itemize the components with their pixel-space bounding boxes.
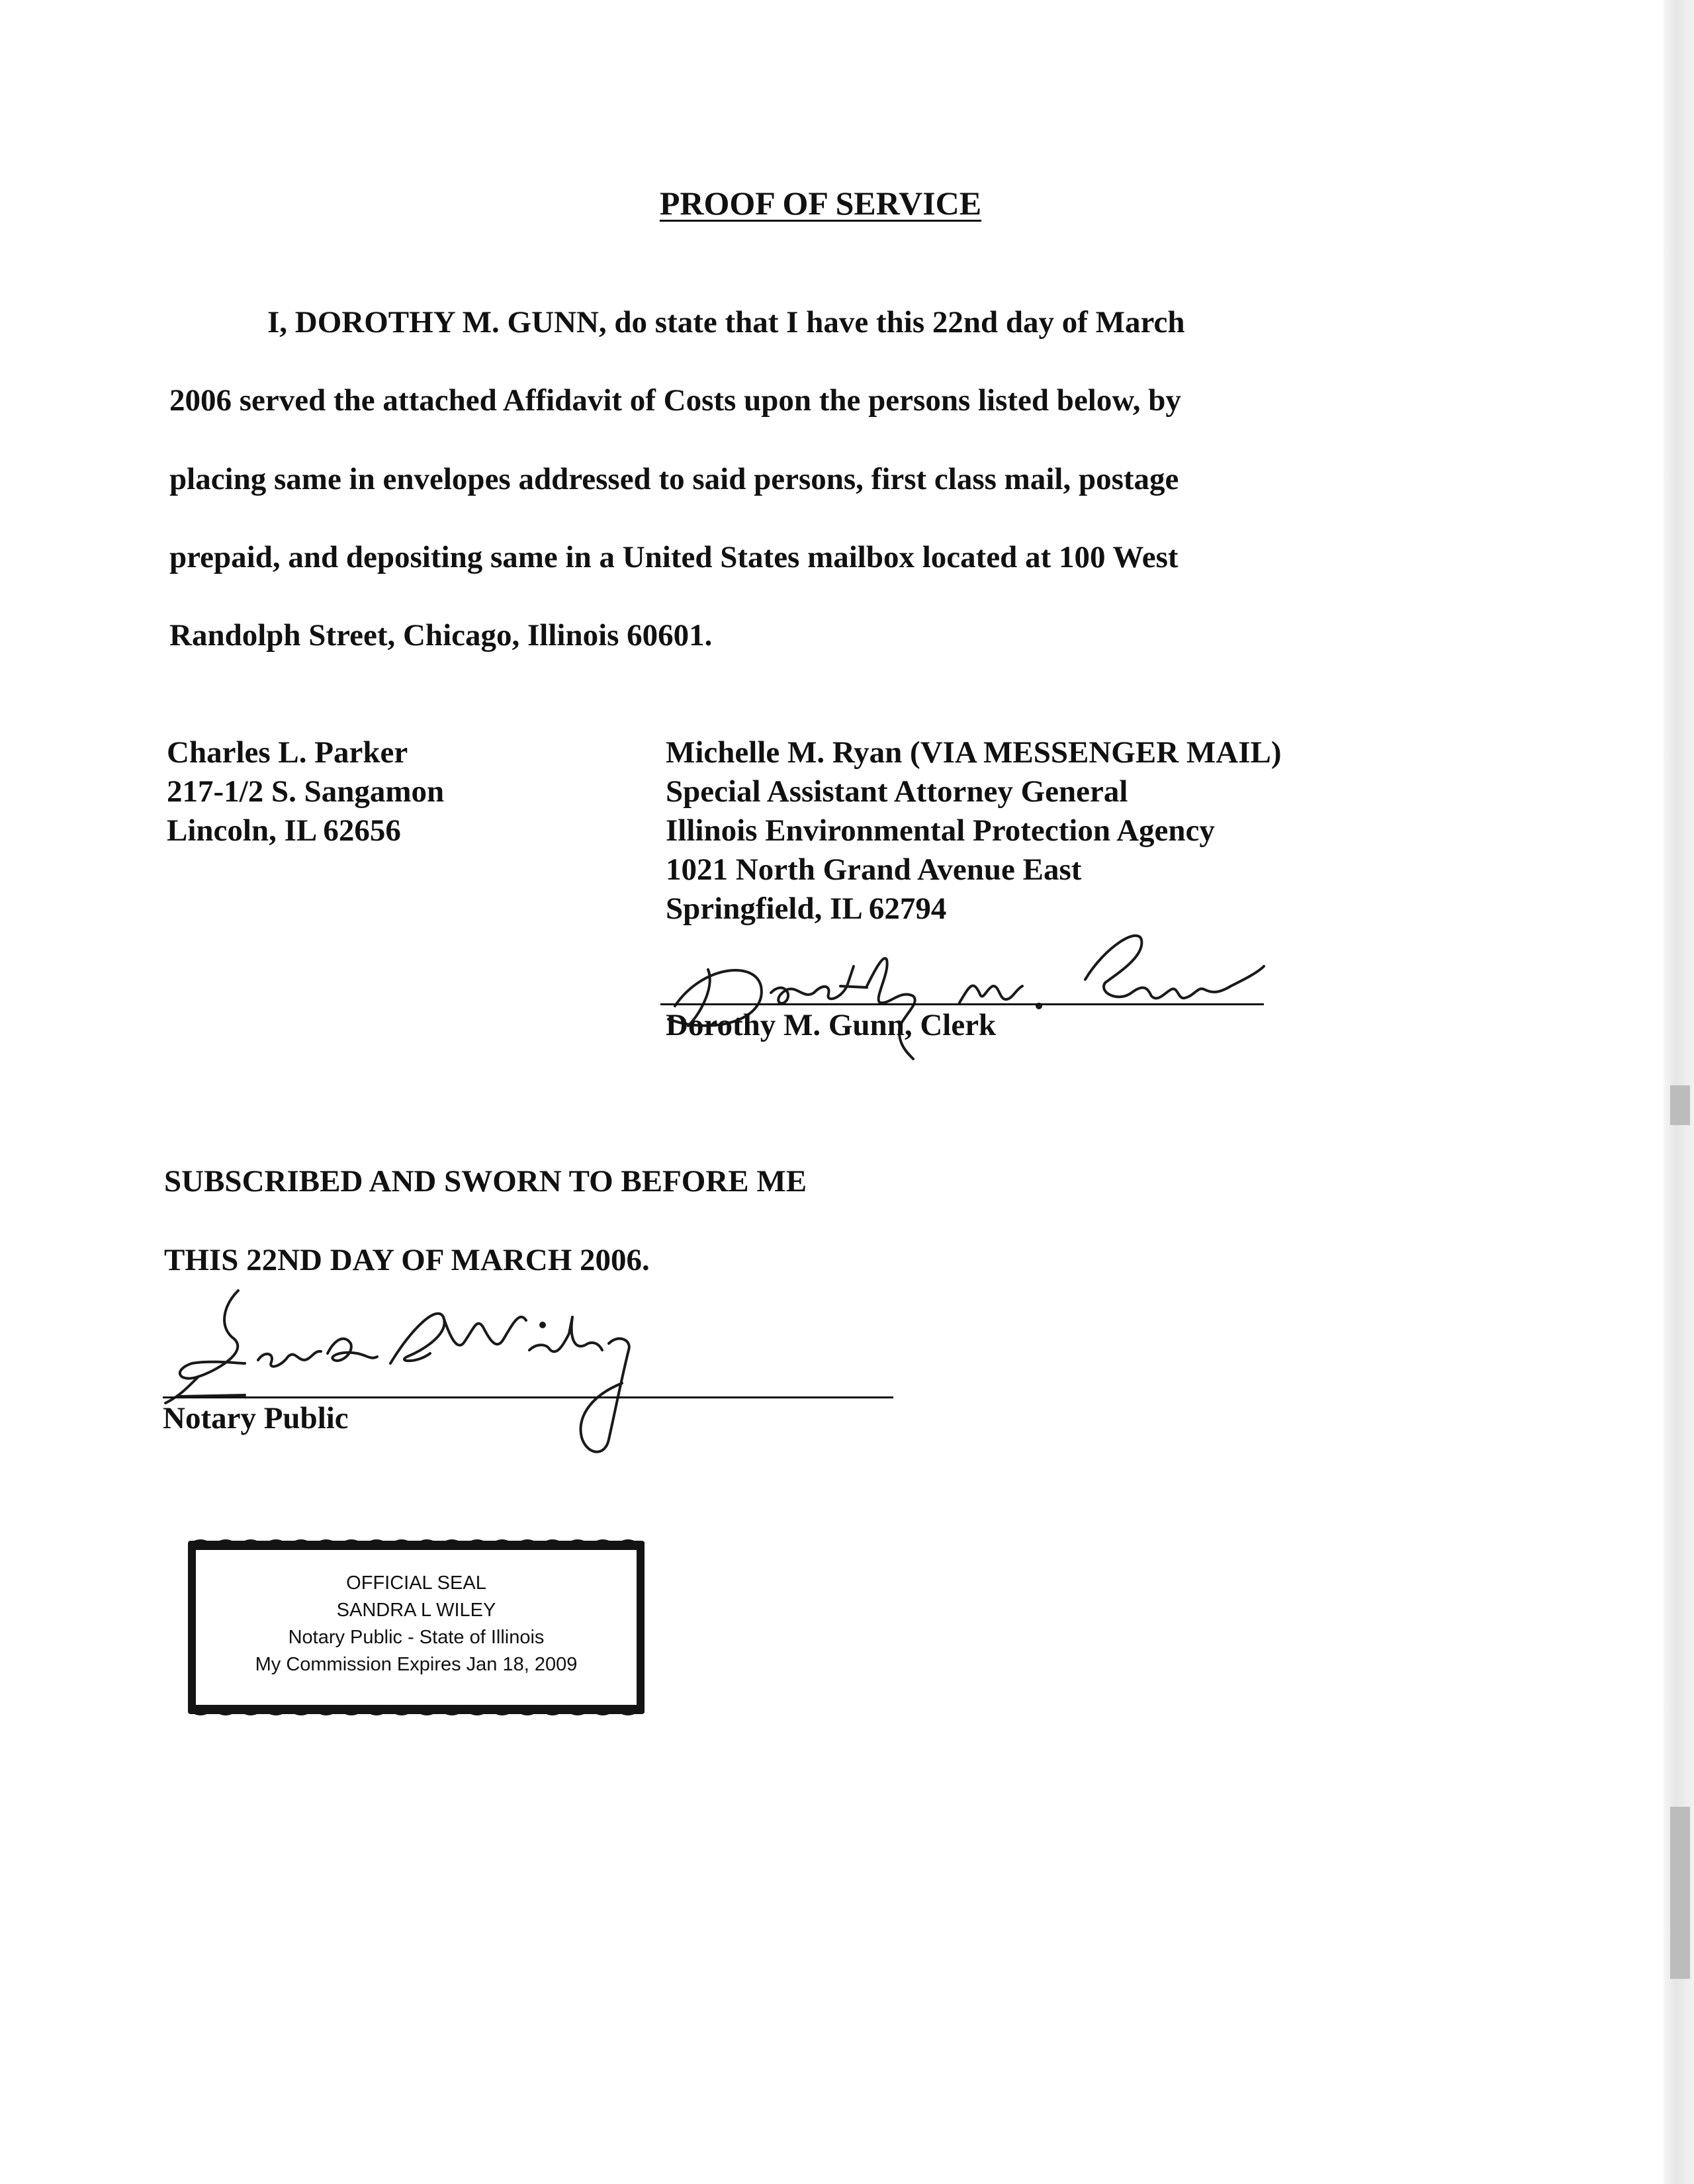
address-line: Charles L. Parker xyxy=(167,735,408,770)
recipient-address-parker xyxy=(167,733,444,850)
sworn-line: THIS 22ND DAY OF MARCH 2006. xyxy=(164,1243,650,1277)
address-line: Michelle M. Ryan (VIA MESSENGER MAIL) xyxy=(666,735,1282,770)
seal-line: OFFICIAL SEAL xyxy=(346,1572,486,1594)
address-line: 217-1/2 S. Sangamon xyxy=(167,774,445,809)
seal-line: My Commission Expires Jan 18, 2009 xyxy=(255,1654,578,1675)
statement-line: placing same in envelopes addressed to said persons, first class mail, postage xyxy=(169,462,1179,496)
clerk-signature-label: Dorothy M. Gunn, Clerk xyxy=(666,1008,997,1042)
address-line: Special Assistant Attorney General xyxy=(666,774,1128,809)
clerk-signature-line xyxy=(660,1003,1264,1005)
notary-signature-line xyxy=(163,1396,893,1398)
statement-line: prepaid, and depositing same in a United States mailbox located at 100 West xyxy=(169,540,1179,574)
seal-text xyxy=(188,1570,645,1678)
notary-signature xyxy=(159,1277,675,1476)
address-line: Lincoln, IL 62656 xyxy=(167,813,401,848)
statement-line: Randolph Street, Chicago, Illinois 60601. xyxy=(169,618,713,653)
recipient-address-ryan xyxy=(666,733,1282,929)
scan-edge xyxy=(1664,0,1694,2184)
notary-signature-label: Notary Public xyxy=(163,1401,349,1435)
address-line: Illinois Environmental Protection Agency xyxy=(666,813,1215,848)
seal-line: SANDRA L WILEY xyxy=(336,1600,496,1621)
seal-scallop-bottom xyxy=(188,1705,645,1721)
statement-line: 2006 served the attached Affidavit of Costs upon the persons listed below, by xyxy=(169,383,1181,418)
sworn-line: SUBSCRIBED AND SWORN TO BEFORE ME xyxy=(164,1164,807,1199)
clerk-signature xyxy=(655,920,1277,1079)
page-title xyxy=(0,184,1641,222)
scan-artifact xyxy=(1670,1085,1690,1125)
scan-artifact xyxy=(1670,1807,1690,1979)
address-line: 1021 North Grand Avenue East xyxy=(666,852,1082,887)
address-line: Springfield, IL 62794 xyxy=(666,891,947,926)
page-title-text: PROOF OF SERVICE xyxy=(659,185,982,222)
statement-line: I, DOROTHY M. GUNN, do state that I have this 22nd day of March xyxy=(267,305,1185,340)
seal-line: Notary Public - State of Illinois xyxy=(288,1627,545,1648)
official-seal-stamp xyxy=(188,1541,645,1714)
